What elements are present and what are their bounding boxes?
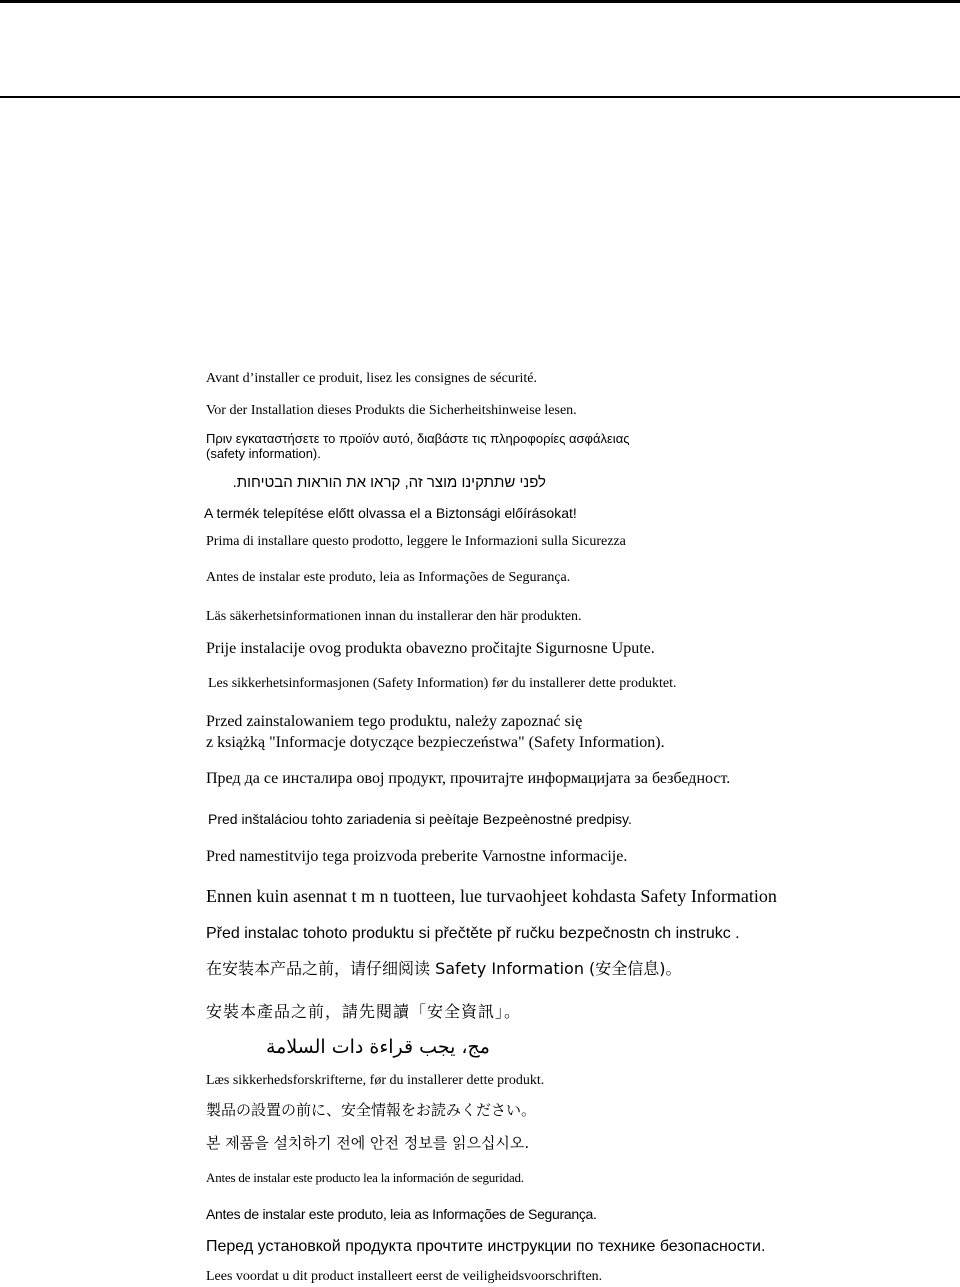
notice-finnish: Ennen kuin asennat t m n tuotteen, lue turvaohjeet kohdasta Safety Information [206,886,777,906]
notice-czech: Před instalac tohoto produktu si přečtěte př ručku bezpečnostn ch instrukc . [206,925,740,942]
notice-greek [206,431,629,461]
notice-german: Vor der Installation dieses Produkts die Sicherheitshinweise lesen. [206,403,577,418]
notice-slovak: Pred inštaláciou tohto zariadenia si peèítaje Bezpeènostné predpisy. [208,811,632,827]
notice-slovenian: Pred namestitvijo tega proizvoda preberite Varnostne informacije. [206,848,628,865]
notice-dutch: Lees voordat u dit product installeert eerst de veiligheidsvoorschriften. [206,1269,603,1284]
notice-swedish: Läs säkerhetsinformationen innan du installerar den här produkten. [206,609,582,624]
notice-macedonian: Пред да се инсталира овој продукт, прочитајте информацијата за безбедност. [206,770,731,787]
notice-spanish: Antes de instalar este producto lea la información de seguridad. [206,1170,524,1185]
notice-polish-line-1: Przed zainstalowaniem tego produktu, należy zapoznać się [206,713,583,730]
notice-polish [206,711,665,753]
notice-portuguese: Antes de instalar este produto, leia as Informações de Segurança. [206,1206,597,1222]
notice-hungarian: A termék telepítése előtt olvassa el a Biztonsági előírásokat! [204,505,577,521]
notice-greek-line-2: (safety information). [206,446,321,461]
notice-danish: Læs sikkerhedsforskrifterne, før du installerer dette produkt. [206,1073,545,1088]
notice-polish-line-2: z książką "Informacje dotyczące bezpieczeństwa" (Safety Information). [206,734,665,751]
notice-arabic: مج، يجب قراءة دات السلامة [265,1036,490,1058]
notice-japanese: 製品の設置の前に、安全情報をお読みください。 [206,1101,537,1119]
notice-portuguese-brazil: Antes de instalar este produto, leia as Informações de Segurança. [206,570,571,585]
notice-russian: Перед установкой продукта прочтите инструкции по технике безопасности. [206,1238,766,1255]
notice-croatian: Prije instalacije ovog produkta obavezno pročitajte Sigurnosne Upute. [206,640,655,657]
notice-chinese-traditional: 安裝本產品之前，請先閱讀「安全資訊」。 [206,1002,522,1021]
notice-korean: 본 제품을 설치하기 전에 안전 정보를 읽으십시오. [206,1134,530,1152]
header-rule [0,96,960,98]
notice-norwegian: Les sikkerhetsinformasjonen (Safety Information) før du installerer dette produktet. [208,676,677,691]
notice-greek-line-1: Πριν εγκαταστήσετε το προϊόν αυτό, διαβάστε τις πληροφορίες ασφάλειας [206,431,630,446]
notice-chinese-simplified: 在安装本产品之前，请仔细阅读 Safety Information (安全信息)。 [206,959,682,978]
notice-italian: Prima di installare questo prodotto, leggere le Informazioni sulla Sicurezza [206,534,626,549]
notice-french: Avant d’installer ce produit, lisez les consignes de sécurité. [206,371,537,386]
notice-hebrew: לפני שתתקינו מוצר זה, קראו את הוראות הבטיחות. [232,474,546,491]
top-rule [0,0,960,3]
